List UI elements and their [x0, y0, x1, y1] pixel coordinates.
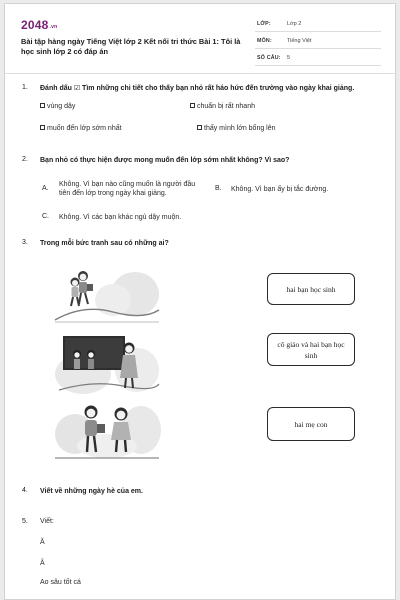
question-number: 1. — [22, 84, 28, 91]
picture-two-students — [53, 260, 161, 324]
q1-option-4[interactable] — [197, 124, 276, 133]
q1-option-1[interactable] — [40, 102, 75, 111]
question-text: Đánh dấu ☑ Tìm những chi tiết cho thấy bạn nhỏ rất háo hức đến trường vào ngày khai giảng. — [40, 85, 355, 92]
q5-phrase: Ao sâu tốt cá — [40, 579, 81, 586]
meta-value: Lớp 2 — [287, 21, 302, 27]
checkbox-icon[interactable] — [40, 125, 45, 130]
checkbox-icon[interactable] — [197, 125, 202, 130]
meta-value: Tiếng Việt — [287, 38, 312, 44]
q5-instruction: Viết: — [40, 518, 54, 525]
option-letter-a[interactable]: A. — [42, 185, 49, 192]
option-letter-b[interactable]: B. — [215, 185, 222, 192]
question-number: 2. — [22, 156, 28, 163]
meta-key: LỚP: — [257, 21, 271, 27]
q5-letter-a-breve: Ă — [40, 539, 45, 546]
meta-value: 5 — [287, 55, 291, 61]
worksheet-header — [5, 4, 397, 66]
logo-tld: .vn — [49, 24, 58, 30]
option-label: vùng dậy — [47, 103, 76, 110]
q3-label-two-students[interactable]: hai bạn học sinh — [267, 273, 355, 305]
option-label: chuẩn bị rất nhanh — [197, 103, 255, 110]
question-text: Viết về những ngày hè của em. — [40, 488, 143, 495]
question-number: 5. — [22, 518, 28, 525]
site-logo[interactable] — [21, 18, 57, 32]
meta-key: MÔN: — [257, 38, 272, 44]
question-number: 4. — [22, 487, 28, 494]
meta-key: SỐ CÂU: — [257, 55, 281, 61]
checkbox-icon[interactable] — [190, 103, 195, 108]
picture-teacher-students — [53, 330, 161, 394]
question-text: Trong mỗi bức tranh sau có những ai? — [40, 240, 169, 247]
q2-option-b[interactable]: Không. Vì bạn ấy bị tắc đường. — [231, 186, 329, 193]
q1-option-3[interactable] — [40, 124, 122, 133]
q3-label-teacher-students[interactable]: cô giáo và hai bạn học sinh — [267, 333, 355, 366]
meta-row-grade — [255, 18, 381, 32]
q1-option-2[interactable] — [190, 102, 255, 111]
option-letter-c[interactable]: C. — [42, 213, 49, 220]
header-divider — [5, 73, 397, 74]
q5-letter-a-circumflex: Â — [40, 560, 45, 567]
logo-text: 2048 — [21, 18, 49, 32]
question-number: 3. — [22, 239, 28, 246]
meta-table — [255, 18, 381, 69]
picture-mother-child — [53, 396, 161, 460]
q3-label-mother-child[interactable]: hai mẹ con — [267, 407, 355, 441]
q2-option-c[interactable]: Không. Vì các bạn khác ngủ dậy muộn. — [59, 214, 182, 221]
meta-row-subject — [255, 35, 381, 49]
option-label: thấy mình lớn bổng lên — [204, 125, 276, 132]
question-text: Bạn nhỏ có thực hiện được mong muốn đến lớp sớm nhất không? Vì sao? — [40, 157, 290, 164]
document-title: Bài tập hàng ngày Tiếng Việt lớp 2 Kết nối tri thức Bài 1: Tôi là học sinh lớp 2 có đáp án — [21, 37, 241, 56]
option-label: muốn đến lớp sớm nhất — [47, 125, 122, 132]
meta-row-count — [255, 52, 381, 66]
worksheet-page — [4, 3, 396, 600]
checkbox-icon[interactable] — [40, 103, 45, 108]
q2-option-a[interactable]: Không. Vì bạn nào cũng muốn là người đầu tiên đến lớp trong ngày khai giảng. — [59, 181, 196, 197]
